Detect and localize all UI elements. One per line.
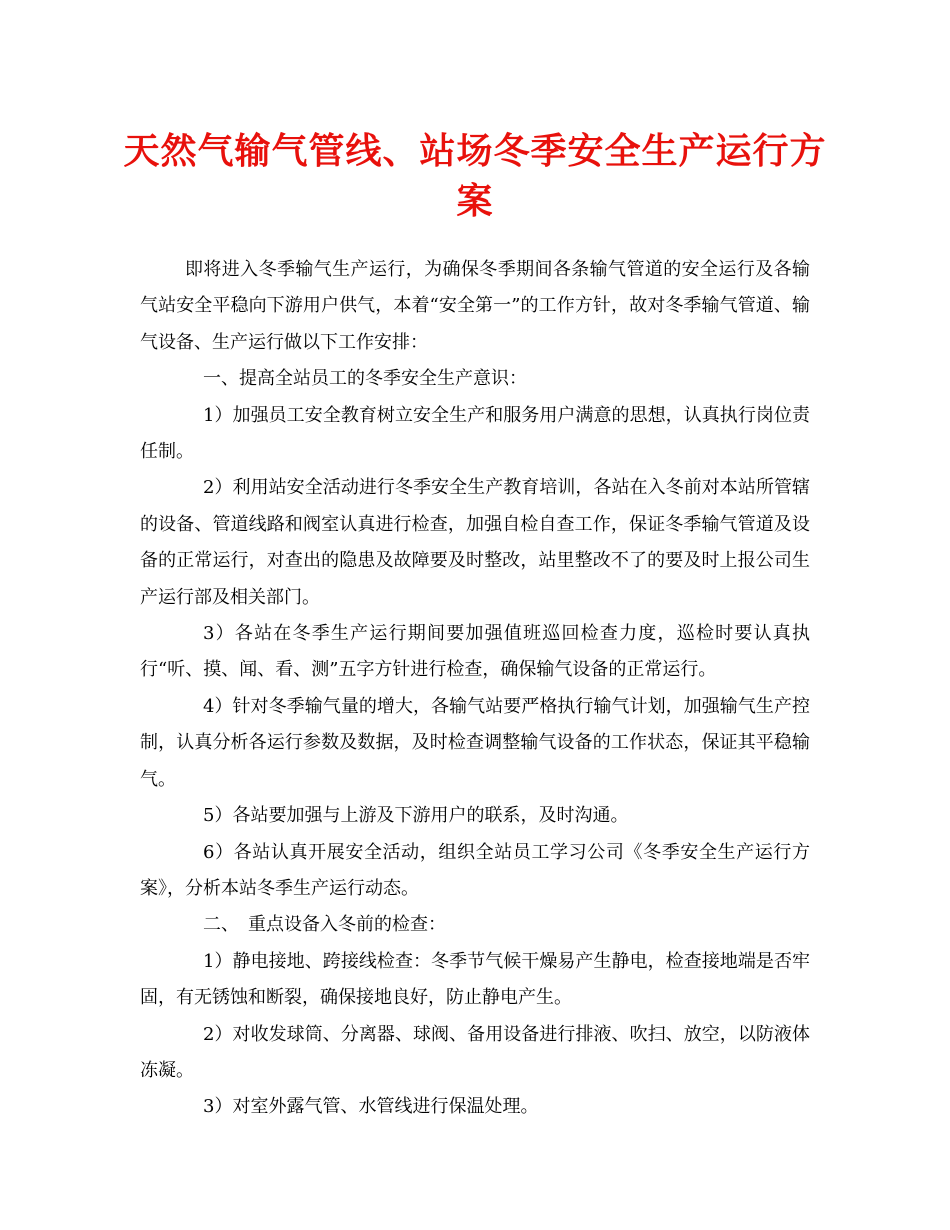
list-item: 2）利用站安全活动进行冬季安全生产教育培训，各站在入冬前对本站所管辖的设备、管道线路和阀室认真进行检查，加强自检自查工作，保证冬季输气管道及设备的正常运行，对查出的隐患及故障要及时整改，站里整改不了的要及时上报公司生产运行部及相关部门。 [140, 477, 810, 608]
list-item: 1）加强员工安全教育树立安全生产和服务用户满意的思想，认真执行岗位责任制。 [140, 404, 810, 463]
list-item: 6）各站认真开展安全活动，组织全站员工学习公司《冬季安全生产运行方案》，分析本站冬季生产运行动态。 [140, 841, 810, 899]
document-body [140, 252, 810, 1126]
list-item: 3）对室外露气管、水管线进行保温处理。 [203, 1096, 539, 1118]
document-title: 天然气输气管线、站场冬季安全生产运行方案 [123, 130, 827, 222]
list-item: 3）各站在冬季生产运行期间要加强值班巡回检查力度，巡检时要认真执行“听、摸、闻、看、测”五字方针进行检查，确保输气设备的正常运行。 [140, 623, 810, 681]
list-item: 2）对收发球筒、分离器、球阀、备用设备进行排液、吹扫、放空，以防液体冻凝。 [140, 1023, 810, 1081]
list-item: 1）静电接地、跨接线检查：冬季节气候干燥易产生静电，检查接地端是否牢固，有无锈蚀和断裂，确保接地良好，防止静电产生。 [140, 950, 810, 1009]
section-heading-1: 一、提高全站员工的冬季安全生产意识： [203, 368, 527, 390]
section-heading-2: 二、 重点设备入冬前的检查： [203, 914, 446, 936]
list-item: 4）针对冬季输气量的增大，各输气站要严格执行输气计划，加强输气生产控制，认真分析各运行参数及数据，及时检查调整输气设备的工作状态，保证其平稳输气。 [140, 695, 810, 790]
intro-paragraph: 即将进入冬季输气生产运行，为确保冬季期间各条输气管道的安全运行及各输气站安全平稳向下游用户供气，本着“安全第一”的工作方针，故对冬季输气管道、输气设备、生产运行做以下工作安排： [140, 259, 810, 353]
list-item: 5）各站要加强与上游及下游用户的联系，及时沟通。 [203, 805, 629, 827]
